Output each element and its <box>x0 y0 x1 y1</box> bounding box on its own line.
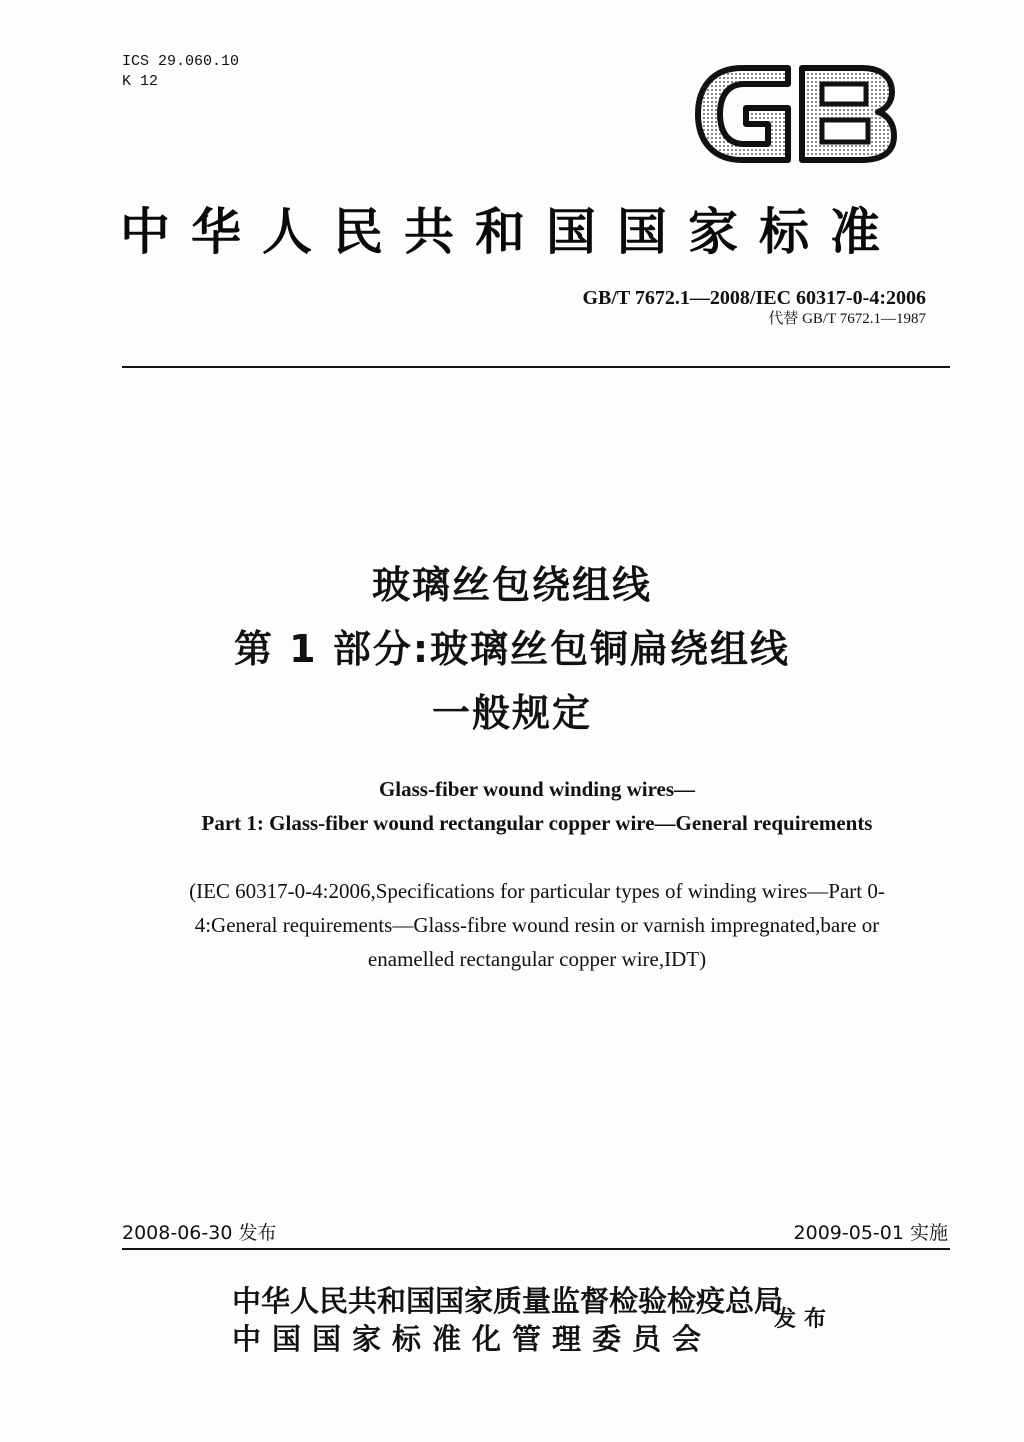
standard-number-block <box>582 286 926 328</box>
gb-logo-icon <box>690 64 900 164</box>
replaced-standard: 代替 GB/T 7672.1—1987 <box>768 311 926 327</box>
classification-codes <box>122 52 239 92</box>
title-en-line1: Glass-fiber wound winding wires— <box>378 777 696 801</box>
standard-category-title: 中华人民共和国国家标准 <box>120 202 901 261</box>
title-cn-line1: 玻璃丝包绕组线 <box>371 563 652 607</box>
issue-label: 发布 <box>774 1306 835 1332</box>
issue-date: 2008-06-30 发布 <box>122 1222 277 1244</box>
title-cn-line2: 第 1 部分:玻璃丝包铜扁绕组线 <box>233 627 791 671</box>
effective-date: 2009-05-01 实施 <box>793 1222 948 1244</box>
issuer-aqsiq: 中华人民共和国国家质量监督检验检疫总局 <box>232 1284 784 1318</box>
issuing-authorities <box>232 1282 783 1358</box>
title-cn-line3: 一般规定 <box>431 691 592 735</box>
header-divider <box>122 366 950 368</box>
iec-reference: (IEC 60317-0-4:2006,Specifications for particular types of winding wires—Part 0-4:General requirements—Glass-fibre wound resin or varnish impregnated,bare or enamelled rectangular copper wire,IDT) <box>189 879 885 971</box>
footer-divider <box>122 1248 950 1250</box>
ics-code: ICS 29.060.10 <box>122 53 240 70</box>
standard-number: GB/T 7672.1—2008/IEC 60317-0-4:2006 <box>582 287 926 309</box>
title-en-line2: Part 1: Glass-fiber wound rectangular copper wire—General requirements <box>201 811 873 835</box>
ccs-code: K 12 <box>122 73 159 90</box>
issuer-sac: 中国国家标准化管理委员会 <box>232 1322 713 1356</box>
